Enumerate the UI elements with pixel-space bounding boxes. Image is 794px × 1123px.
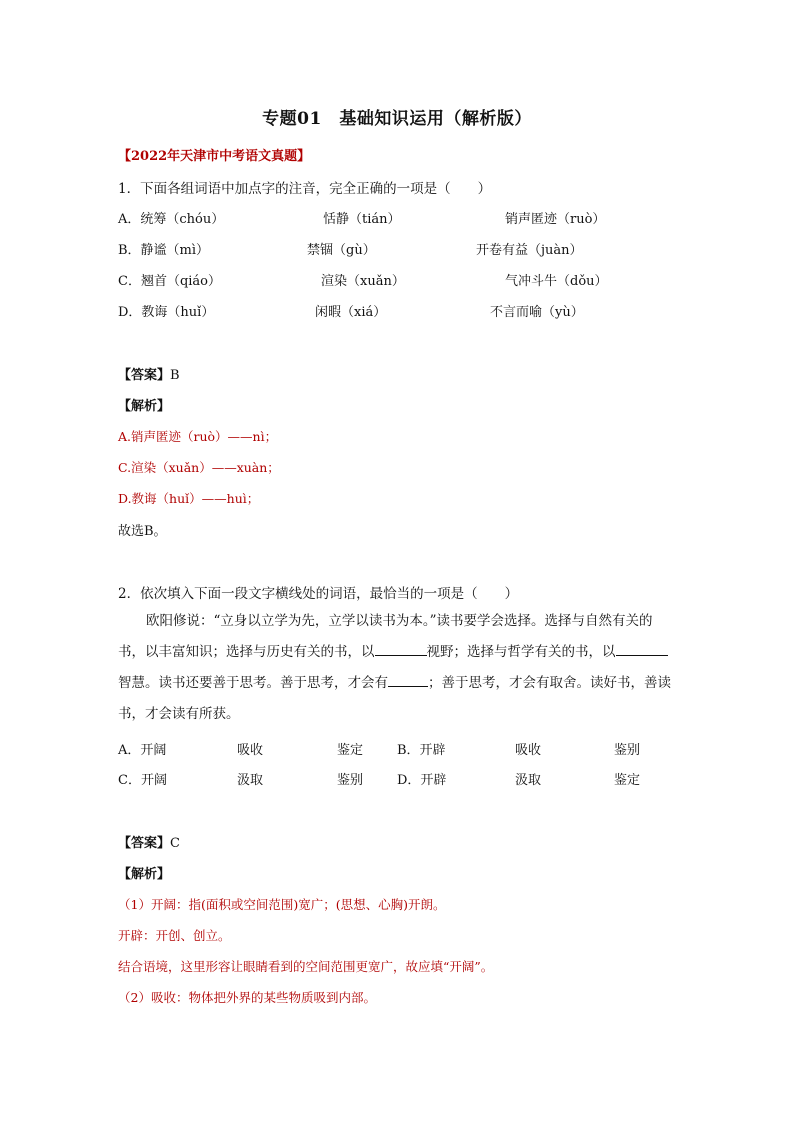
q1-option-a-1: A．统筹（chóu） (118, 212, 225, 227)
q2-option-c-1: C．开阔 (118, 773, 167, 788)
page-title: 专题01 基础知识运用（解析版） (262, 109, 532, 129)
q1-option-b-1: B．静谧（mì） (118, 243, 210, 258)
q1-answer (118, 364, 180, 383)
q1-option-b-2: 禁锢（gù） (307, 243, 376, 258)
q2-analysis-line-2: 开辟：开创、创立。 (118, 928, 231, 943)
q2-passage (118, 606, 678, 730)
q1-option-c-3: 气冲斗牛（dǒu） (505, 274, 608, 289)
q2-option-d-2: 汲取 (515, 773, 542, 788)
q2-analysis-line-1: （1）开阔：指(面积或空间范围)宽广；(思想、心胸)开朗。 (118, 897, 446, 912)
q2-analysis-label: 【解析】 (118, 867, 171, 882)
answer-value: B (170, 368, 180, 383)
q1-option-d-1: D．教诲（huǐ） (118, 305, 215, 320)
question-1-stem: 1．下面各组词语中加点字的注音，完全正确的一项是（ ） (118, 181, 492, 197)
q2-option-c-2: 汲取 (237, 773, 264, 788)
q1-option-b-3: 开卷有益（juàn） (476, 243, 583, 258)
q2-option-b-1: B．开辟 (397, 743, 446, 758)
q1-analysis-line-2: C.渲染（xuǎn）——xuàn； (118, 460, 280, 475)
blank-1 (375, 642, 427, 656)
blank-3 (388, 673, 428, 687)
q2-answer (118, 832, 180, 851)
q2-option-c-3: 鉴别 (337, 773, 364, 788)
q1-option-a-2: 恬静（tián） (323, 212, 401, 227)
q1-option-c-1: C．翘首（qiáo） (118, 274, 222, 289)
q1-option-d-3: 不言而喻（yù） (490, 305, 584, 320)
question-2-stem: 2．依次填入下面一段文字横线处的词语，最恰当的一项是（ ） (118, 586, 519, 602)
answer-value: C (170, 836, 180, 851)
blank-2 (616, 642, 668, 656)
q2-option-b-3: 鉴别 (614, 743, 641, 758)
q2-passage-part-2: 视野；选择与哲学有关的书，以 (426, 644, 616, 660)
q1-analysis-line-3: D.教诲（huǐ）——huì； (118, 491, 260, 506)
q1-analysis-label: 【解析】 (118, 399, 171, 414)
q2-option-a-3: 鉴定 (337, 743, 364, 758)
answer-label: 【答案】 (118, 368, 171, 383)
answer-label: 【答案】 (118, 836, 171, 851)
q2-option-d-1: D．开辟 (397, 773, 447, 788)
q1-option-c-2: 渲染（xuǎn） (321, 274, 405, 289)
q1-option-a-3: 销声匿迹（ruò） (505, 212, 606, 227)
q2-option-a-2: 吸收 (237, 743, 264, 758)
q2-passage-part-3: 智慧。读书还要善于思考。善于思考，才会有 (118, 675, 388, 691)
q2-passage-part-1: 欧阳修说：“立身以立学为先，立学以读书为本。”读书要学会选择。选择与自然有关的书，以丰富知识；选择与历史有关的书，以 (118, 613, 653, 660)
q2-option-b-2: 吸收 (515, 743, 542, 758)
q2-analysis-line-4: （2）吸收：物体把外界的某些物质吸到内部。 (118, 990, 376, 1005)
source-label: 【2022年天津市中考语文真题】 (118, 149, 311, 164)
q2-option-a-1: A．开阔 (118, 743, 167, 758)
q1-option-d-2: 闲暇（xiá） (315, 305, 387, 320)
q2-option-d-3: 鉴定 (614, 773, 641, 788)
q1-analysis-line-1: A.销声匿迹（ruò）——nì； (118, 429, 278, 444)
q1-conclusion: 故选B。 (118, 524, 167, 539)
q2-analysis-line-3: 结合语境，这里形容让眼睛看到的空间范围更宽广，故应填“开阔”。 (118, 959, 494, 974)
q2-passage-part-4: ；善于思考，才会有取舍。读好书，善读书，才会读有所获。 (118, 675, 671, 722)
